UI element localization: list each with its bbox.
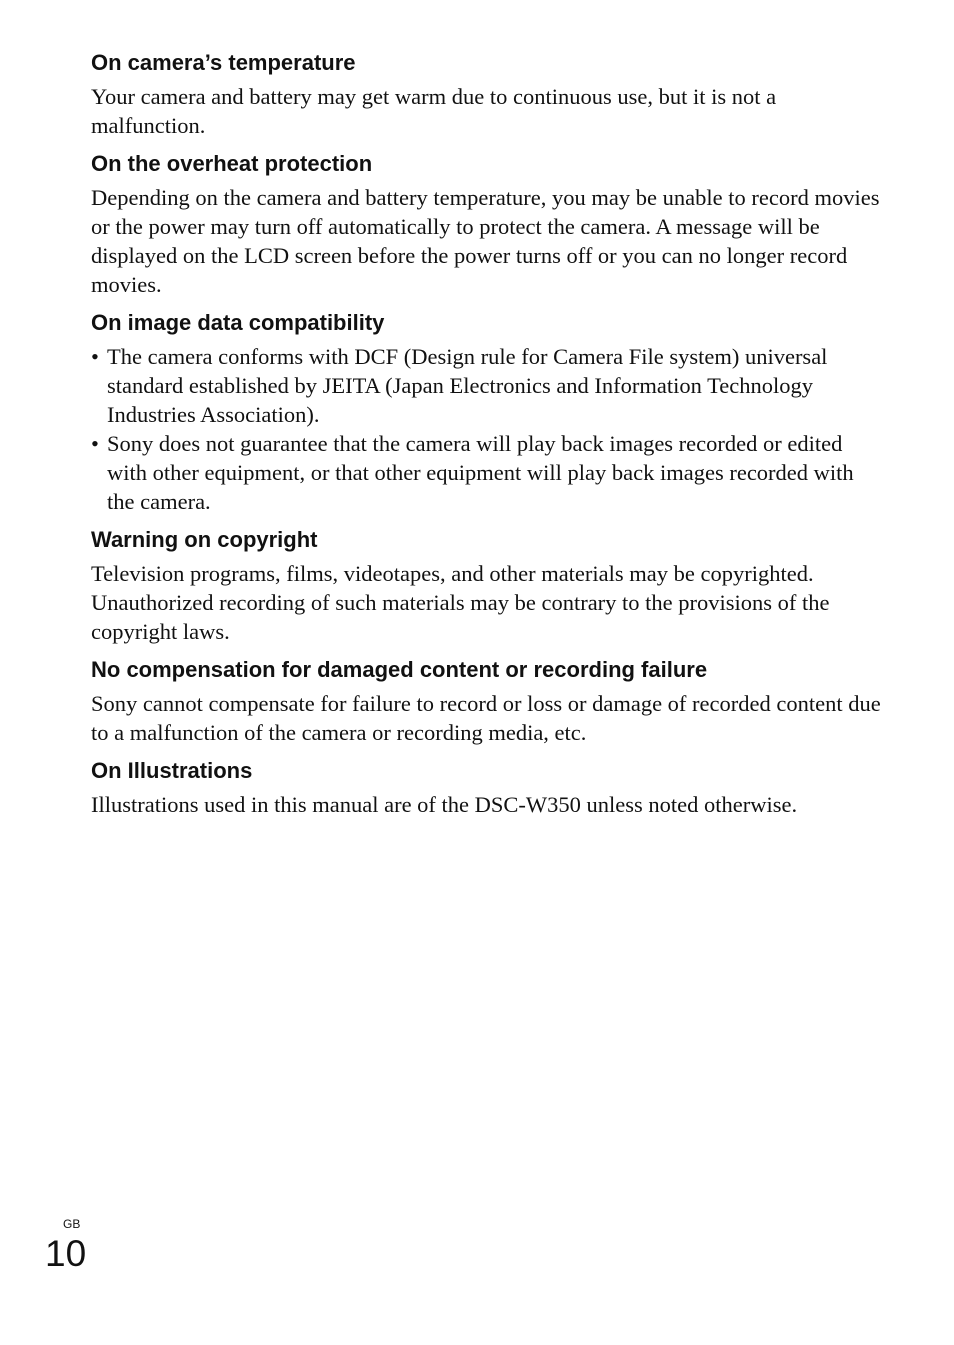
section-image-data-compatibility [91,308,881,516]
section-paragraph: Television programs, films, videotapes, and other materials may be copyrighted. Unauthorized recording of such materials may be contrary to the provisions of the copyright laws. [91,561,830,644]
section-overheat-protection [91,149,881,299]
section-camera-temperature [91,48,881,140]
page-number: 10 [45,1233,87,1274]
list-item [91,342,881,429]
section-warning-copyright [91,525,881,646]
page-content [91,48,881,828]
section-heading: On camera’s temperature [91,50,356,75]
region-code: GB [63,1217,81,1231]
list-item [91,429,881,516]
section-heading: No compensation for damaged content or recording failure [91,657,708,682]
section-heading: On image data compatibility [91,310,385,335]
section-heading: On Illustrations [91,758,253,783]
section-paragraph: Depending on the camera and battery temperature, you may be unable to record movies or the power may turn off automatically to protect the camera. A message will be displayed on the LCD screen before the power turns off or you can no longer record movies. [91,185,880,297]
section-paragraph: Your camera and battery may get warm due to continuous use, but it is not a malfunction. [91,84,777,138]
section-paragraph: Sony cannot compensate for failure to record or loss or damage of recorded content due to a malfunction of the camera or recording media, etc. [91,691,881,745]
section-illustrations [91,756,881,819]
section-no-compensation [91,655,881,747]
section-heading: On the overheat protection [91,151,373,176]
list-item-text: The camera conforms with DCF (Design rule for Camera File system) universal standard established by JEITA (Japan Electronics and Information Technology Industries Association). [107,344,828,427]
list-item-text: Sony does not guarantee that the camera will play back images recorded or edited with other equipment, or that other equipment will play back images recorded with the camera. [107,431,854,514]
section-heading: Warning on copyright [91,527,318,552]
section-paragraph: Illustrations used in this manual are of the DSC-W350 unless noted otherwise. [91,792,798,817]
bullet-mark: • [91,431,99,456]
bullet-mark: • [91,344,99,369]
bullet-list [91,342,881,516]
